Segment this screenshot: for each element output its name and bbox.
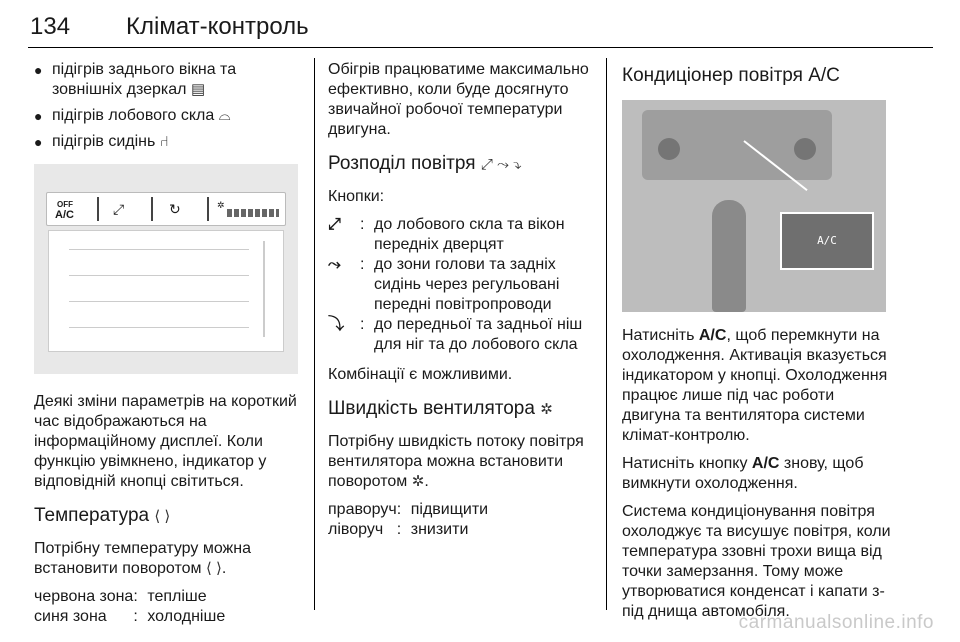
paragraph: Потрібну швидкість потоку повітря вентилятора можна встановити поворотом ✲. [328, 433, 584, 490]
definition-list: червона зона : тепліше синя зона : холодніше [34, 588, 226, 625]
column-divider-2 [606, 58, 607, 610]
fan-icon: ✲ [217, 200, 225, 210]
paragraph: Натисніть A/C, щоб перемкнути на охолодження. Активація вказується індикатором у кнопці. Охолодження працює лише під час роботи двигуна та вентилятора системи клімат-контролю. [622, 327, 888, 444]
column-2 [328, 60, 594, 550]
paragraph: Обігрів працюватиме максимально ефективно, коли буде досягнуто звичайної робочої температури двигуна. [328, 61, 589, 138]
fan-level-bar [227, 209, 279, 217]
info-display [48, 230, 284, 352]
watermark: carmanualsonline.info [738, 612, 934, 633]
section-title: Клімат-контроль [126, 13, 309, 40]
page-number: 134 [30, 13, 71, 40]
definition-list: ⤢ : до лобового скла та вікон передніх дверцят ⤳ : до зони голови та задніх сидінь через регульовані передні повітропроводи ⤵ : до передньої та задньої ніш для ніг та до лобового скла [328, 216, 583, 353]
paragraph: Комбінації є можливими. [328, 366, 513, 383]
page-header [30, 6, 309, 48]
list-item: ● підігрів заднього вікна та зовнішніх дзеркал ▤ [34, 61, 237, 98]
gear-lever [712, 200, 746, 312]
section-heading: Розподіл повітря ⤢ ⤳ ⤵ [328, 153, 522, 174]
temperature-dial-icon: ⟨ ⟩ [154, 508, 171, 525]
section-heading: Швидкість вентилятора ✲ [328, 398, 553, 419]
fan-icon: ✲ [411, 473, 425, 490]
head-airflow-icon: ⤳ [328, 256, 341, 273]
control-panel-bar: OFF A/C ⤢ ↻ ✲ [46, 192, 286, 226]
fan-icon: ✲ [540, 401, 553, 418]
column-divider-1 [314, 58, 315, 610]
paragraph: Деякі зміни параметрів на короткий час відображаються на інформаційному дисплеї. Коли функцію увімкнено, індикатор у відповідній кнопці світиться. [34, 393, 297, 490]
paragraph: Потрібну температуру можна встановити поворотом ⟨ ⟩. [34, 540, 251, 577]
rear-window-heat-icon: ▤ [190, 81, 206, 98]
section-heading: Температура ⟨ ⟩ [34, 505, 171, 526]
column-1 [34, 60, 300, 637]
seat-heat-icon: ⑁ [159, 133, 169, 150]
footwell-airflow-icon: ⤵ [328, 316, 345, 333]
paragraph: Кнопки: [328, 188, 385, 205]
section-heading: Кондиціонер повітря A/C [622, 65, 840, 86]
paragraph: Натисніть кнопку A/C знову, щоб вимкнути охолодження. [622, 455, 864, 492]
recirculation-icon: ↻ [169, 201, 181, 217]
header-rule [28, 47, 933, 48]
air-distribution-icon: ⤢ [113, 201, 125, 217]
air-distribution-icons: ⤢ ⤳ ⤵ [480, 156, 522, 173]
windscreen-heat-icon: ⌓ [218, 107, 231, 124]
column-3 [622, 60, 892, 630]
temperature-dial-icon: ⟨ ⟩ [205, 560, 222, 577]
ac-button-callout: A/C [780, 212, 874, 270]
list-item: ● підігрів лобового скла ⌓ [34, 107, 231, 124]
windscreen-airflow-icon: ⤢ [328, 216, 341, 233]
knob [658, 138, 680, 160]
climate-panel-figure [34, 164, 298, 374]
console-photo [622, 100, 886, 312]
list-item: ● підігрів сидінь ⑁ [34, 133, 169, 150]
paragraph: Система кондиціонування повітря охолоджує та висушує повітря, коли температура ззовні трохи вища від точки замерзання. Тому може утворюватися конденсат і капати з-під днища автомобіля. [622, 503, 891, 620]
definition-list: праворуч : підвищити ліворуч : знизити [328, 501, 489, 538]
knob [794, 138, 816, 160]
